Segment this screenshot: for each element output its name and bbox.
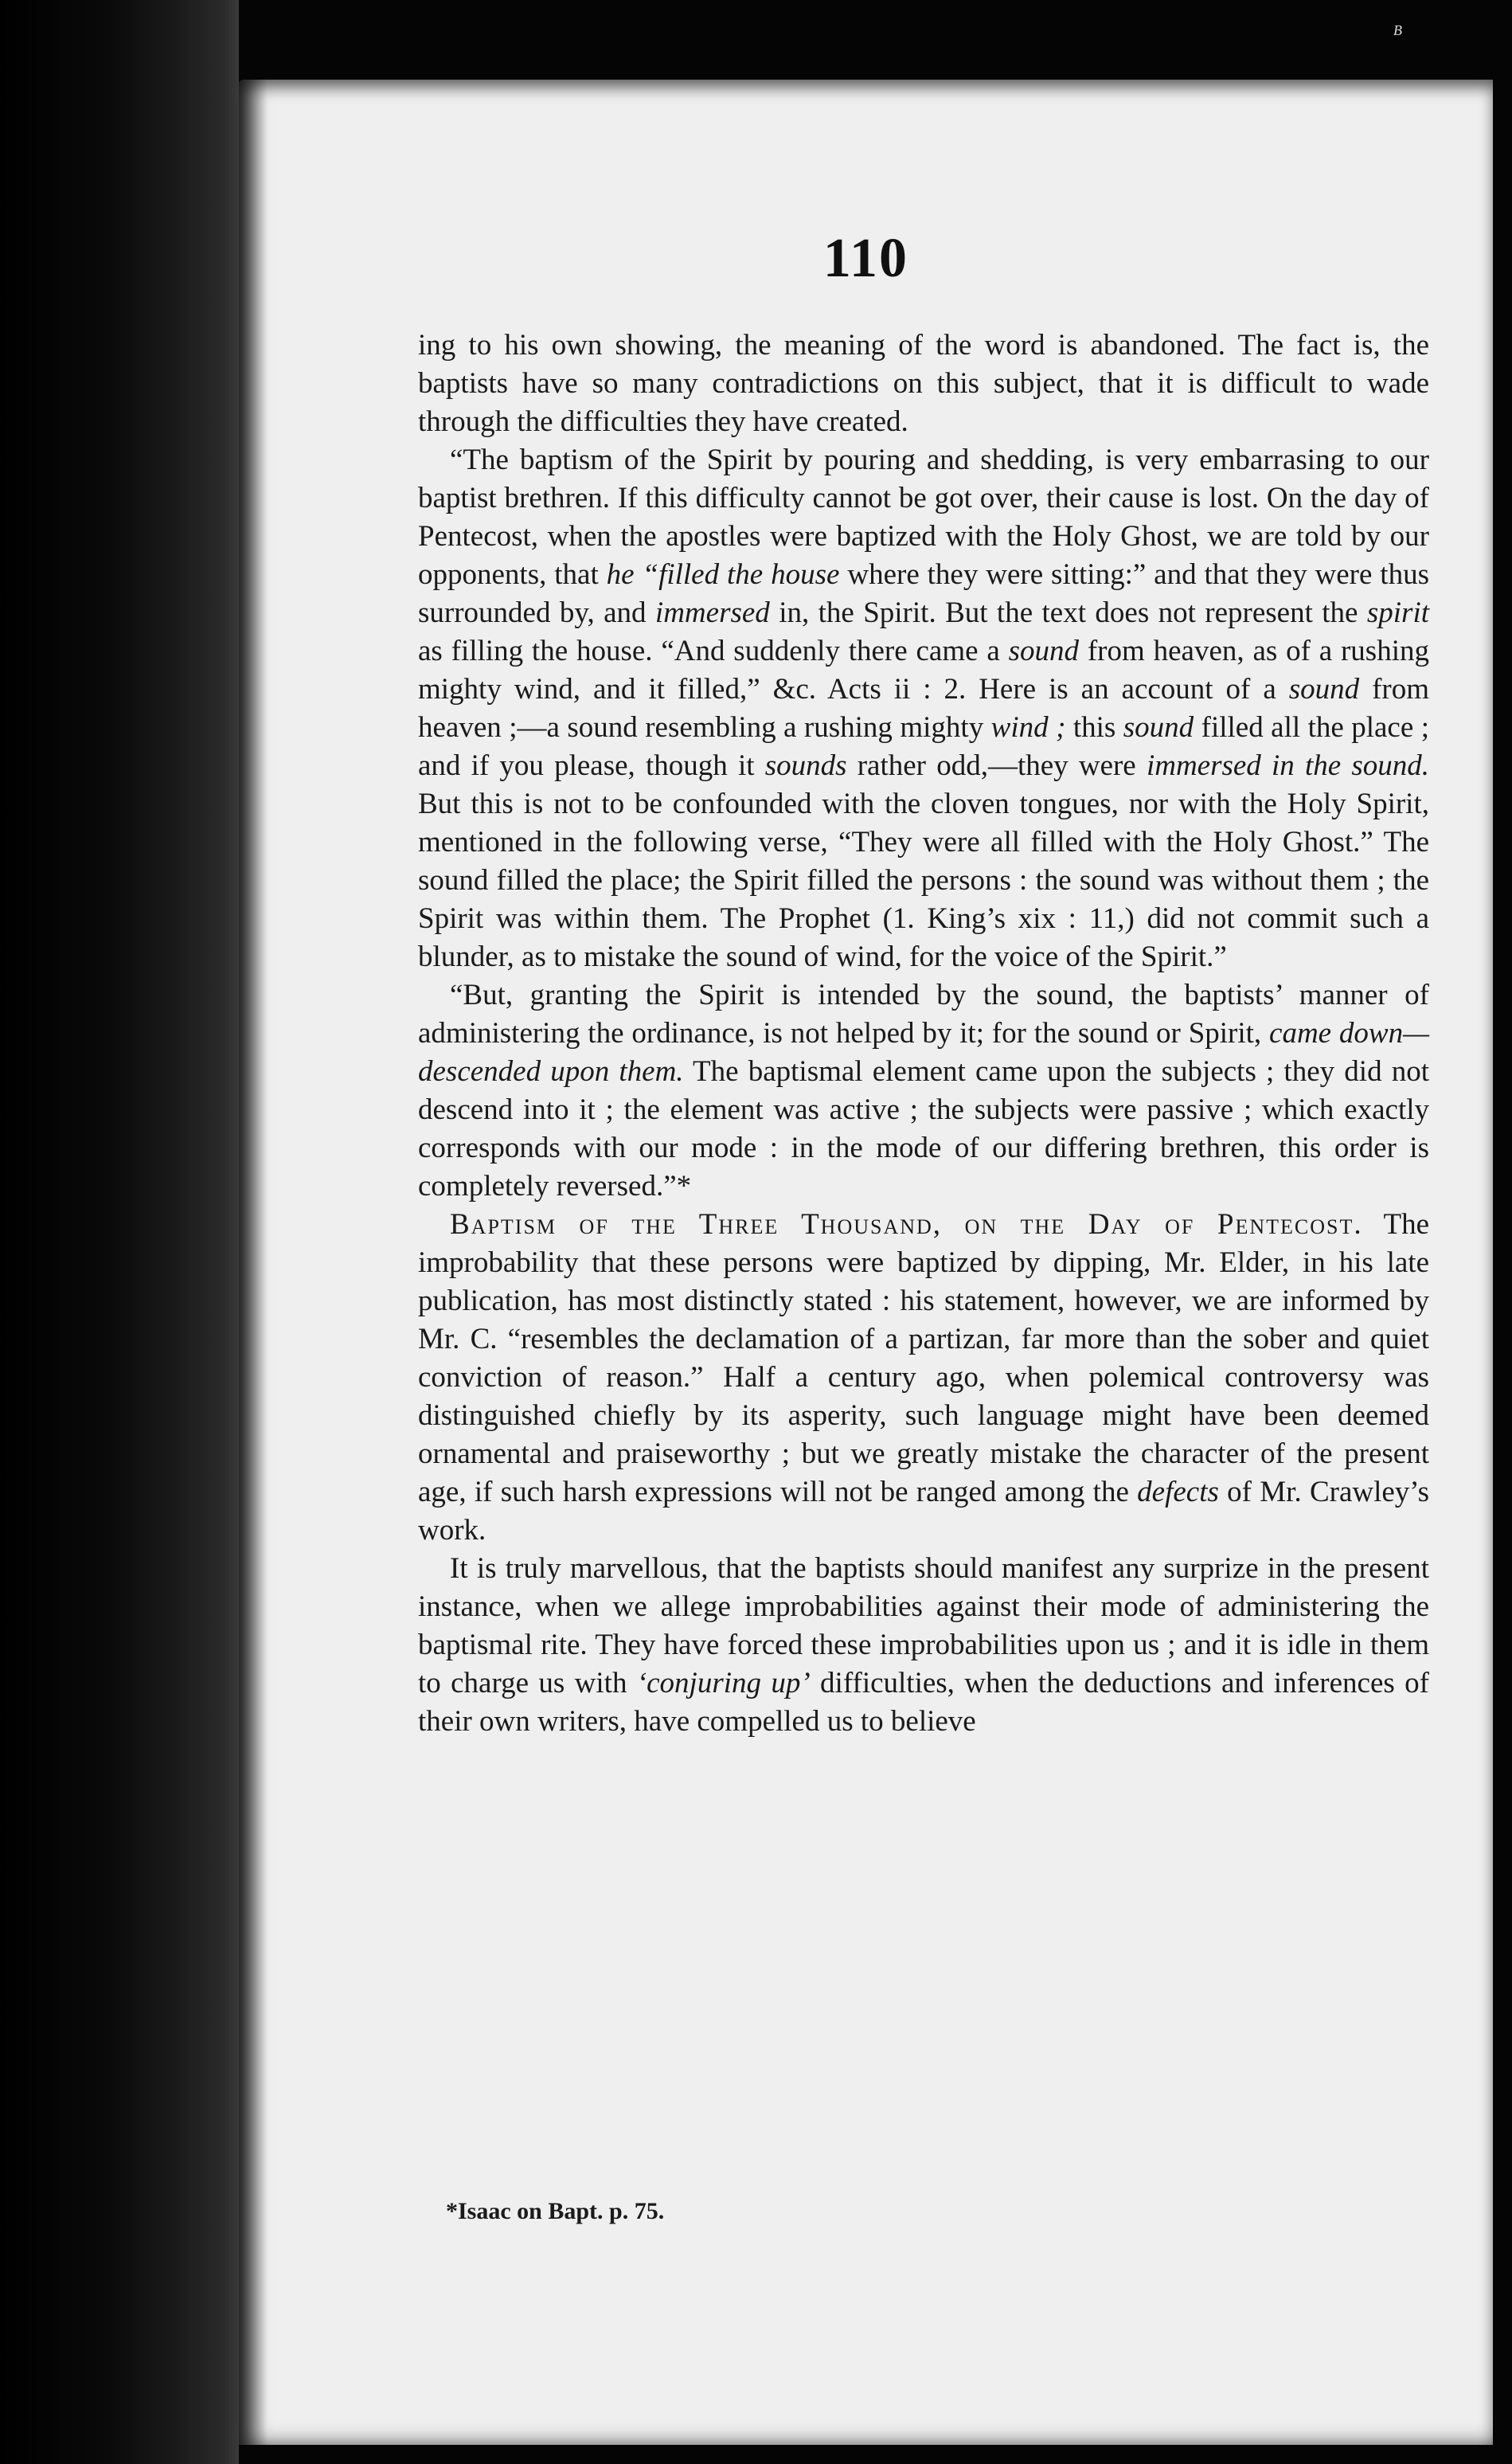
italic-text: defects — [1137, 1476, 1219, 1508]
paragraph-3 — [418, 976, 1429, 1206]
page-number: 110 — [822, 228, 909, 289]
paragraph-5 — [418, 1550, 1429, 1741]
book-page — [239, 80, 1493, 2445]
page-body — [418, 327, 1429, 1741]
paragraph-4 — [418, 1206, 1429, 1550]
italic-text: immersed — [654, 596, 770, 629]
small-caps-heading: Baptism of the Three Thousand, on the Day of Pentecost. — [450, 1208, 1363, 1241]
paragraph-1 — [418, 327, 1429, 441]
text-run: of Mr. Crawley’s work. — [418, 1476, 1429, 1547]
text-run: “But, granting the Spirit is intended by the sound, the baptists’ manner of administering the ordinance, is not helped by it; for the sound or Spirit, — [418, 979, 1429, 1050]
italic-text: sound — [1288, 673, 1360, 706]
italic-text: wind ; — [990, 711, 1066, 744]
text-run: from heaven, as of a rushing mighty wind, and it filled,” &c. Acts ii : 2. Here is an account of a — [418, 635, 1429, 706]
text-run: It is truly marvellous, that the baptists should manifest any surprize in the present instance, when we allege improbabilities against their mode of administering the baptismal rite. They have forced these improbabilities upon us ; and it is idle in them to charge us with — [418, 1552, 1429, 1699]
text-run: The improbability that these persons were baptized by dipping, Mr. Elder, in his late publication, has most distinctly stated : his statement, however, we are informed by Mr. C. “resembles the declamation of a partizan, far more than the sober and quiet conviction of reason.” Half a century ago, when polemical controversy was distinguished chiefly by its asperity, such language might have been deemed ornamental and praiseworthy ; but we greatly mistake the character of the present age, if such harsh expressions will not be ranged among the — [418, 1208, 1429, 1508]
text-run: in, the Spirit. But the text does not represent the — [769, 596, 1367, 629]
italic-text: ‘conjuring up’ — [636, 1667, 811, 1699]
italic-text: immersed in the sound. — [1146, 749, 1430, 782]
paragraph-2 — [418, 441, 1429, 976]
corner-mark: B — [1393, 22, 1402, 38]
italic-text: sound — [1123, 711, 1194, 744]
italic-text: came down—descended upon them. — [418, 1017, 1429, 1088]
footnote: *Isaac on Bapt. p. 75. — [446, 2198, 665, 2224]
text-run: ing to his own showing, the meaning of the word is abandoned. The fact is, the baptists have so many contradictions on this subject, that it is difficult to wade through the difficulties they have created. — [418, 329, 1429, 438]
text-run: filled all the place ; and if you please, though it — [418, 711, 1430, 782]
book-spine-shadow — [0, 0, 239, 2464]
text-run: as filling the house. “And suddenly there came a — [418, 635, 1009, 667]
text-run: where they were sitting:” and that they were thus surrounded by, and — [418, 558, 1429, 629]
text-run: from heaven ;—a sound resembling a rushing mighty — [418, 673, 1429, 744]
text-run: this — [1065, 711, 1123, 744]
italic-text: he “filled the house — [606, 558, 840, 591]
italic-text: spirit — [1366, 596, 1430, 629]
italic-text: sound — [1008, 635, 1080, 667]
text-run: difficulties, when the deductions and inferences of their own writers, have compelled us to believe — [418, 1667, 1429, 1738]
text-run: rather odd,—they were — [846, 749, 1147, 782]
text-run: But this is not to be confounded with the cloven tongues, nor with the Holy Spirit, mentioned in the following verse, “They were all filled with the Holy Ghost.” The sound filled the place; the Spirit filled the persons : the sound was without them ; the Spirit was within them. The Prophet (1. King’s xix : 11,) did not commit such a blunder, as to mistake the sound of wind, for the voice of the Spirit.” — [418, 788, 1429, 973]
text-run: “The baptism of the Spirit by pouring and shedding, is very embarrasing to our baptist brethren. If this difficulty cannot be got over, their cause is lost. On the day of Pentecost, when the apostles were baptized with the Holy Ghost, we are told by our opponents, that — [418, 444, 1429, 591]
italic-text: sounds — [764, 749, 847, 782]
text-run: The baptismal element came upon the subjects ; they did not descend into it ; the element was active ; the subjects were passive ; which exactly corresponds with our mode : in the mode of our differing brethren, this order is completely reversed.”* — [418, 1055, 1429, 1203]
